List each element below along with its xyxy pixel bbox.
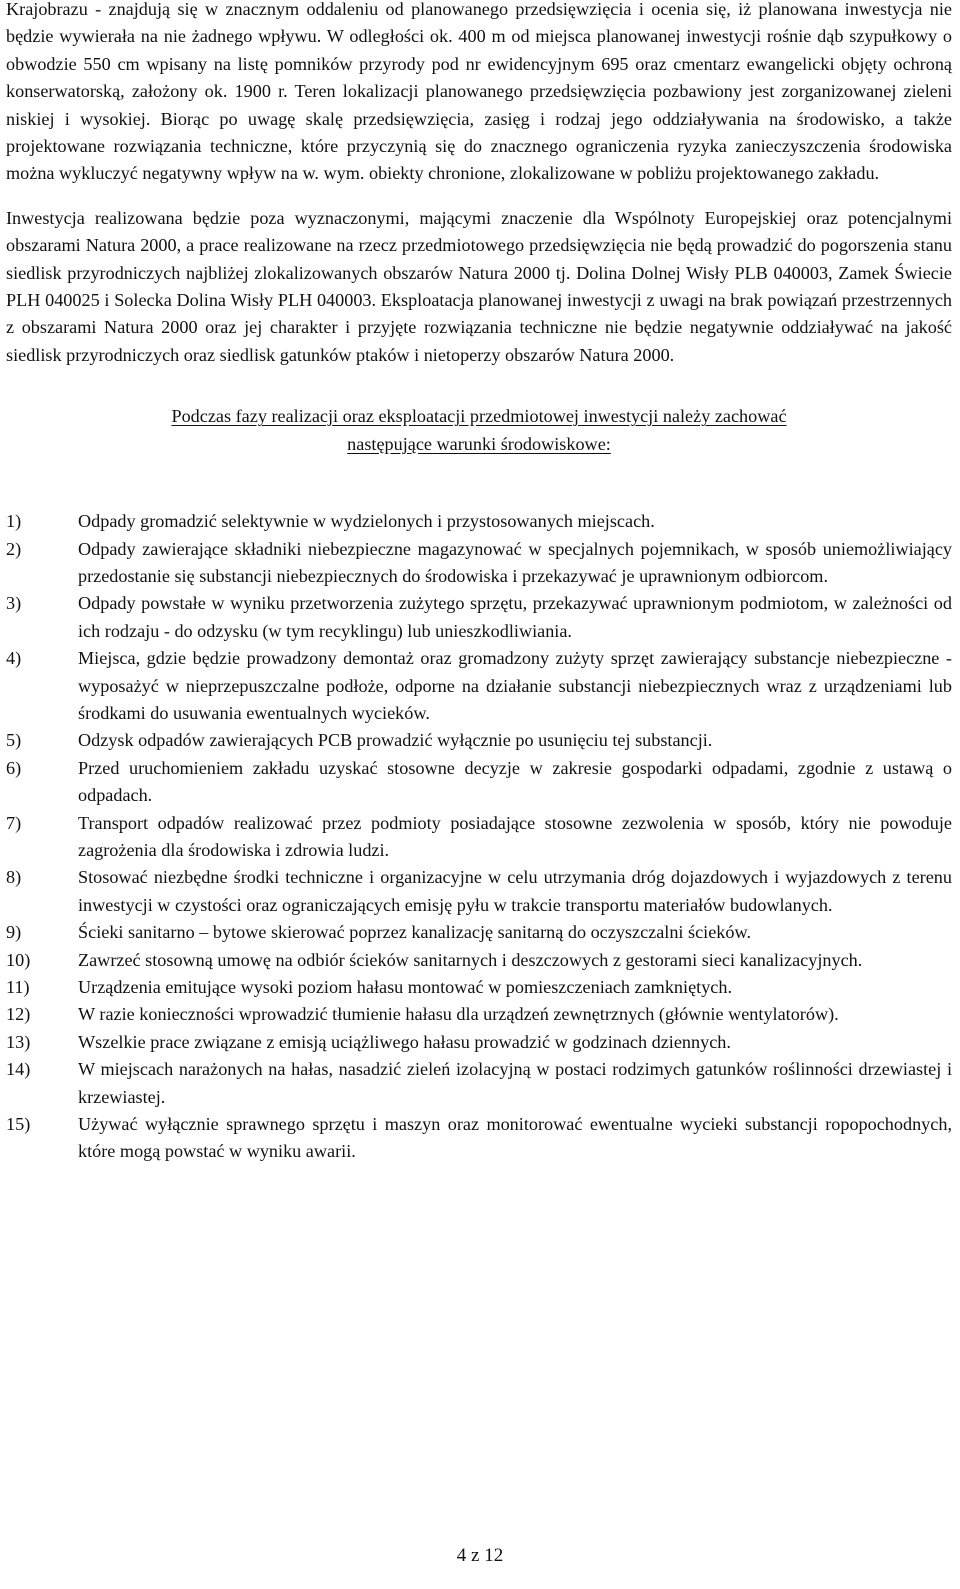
condition-number: 8) [6, 867, 22, 888]
condition-text: Odpady powstałe w wyniku przetworzenia zużytego sprzętu, przekazywać uprawnionym podmiotom, w zależności od ich rodzaju - do odzysku (w tym recyklingu) lub unieszkodliwiania. [78, 593, 952, 641]
condition-item [6, 919, 952, 946]
condition-item [6, 508, 952, 535]
condition-text: Przed uruchomieniem zakładu uzyskać stosowne decyzje w zakresie gospodarki odpadami, zgodnie z ustawą o odpadach. [78, 757, 952, 806]
condition-text: W miejscach narażonych na hałas, nasadzić zieleń izolacyjną w postaci rodzimych gatunków roślinności drzewiastej i krzewiastej. [78, 1059, 952, 1107]
conditions-list [6, 508, 952, 1166]
condition-item [6, 947, 952, 974]
page-number: 4 z 12 [456, 1545, 504, 1566]
condition-text: Stosować niezbędne środki techniczne i organizacyjne w celu utrzymania dróg dojazdowych i wyjazdowych z terenu inwestycji w czystości oraz ograniczających emisję pyłu w trakcie transportu materiałów budowlanych. [78, 867, 952, 915]
condition-item [6, 974, 952, 1001]
condition-text: Używać wyłącznie sprawnego sprzętu i maszyn oraz monitorować ewentualne wycieki substancji ropopochodnych, które mogą powstać w wyniku awarii. [78, 1114, 952, 1162]
condition-number: 15) [6, 1114, 31, 1135]
condition-number: 9) [6, 922, 22, 943]
conditions-heading-line-1: Podczas fazy realizacji oraz eksploatacji przedmiotowej inwestycji należy zachować [171, 406, 787, 427]
condition-item [6, 864, 952, 919]
condition-item [6, 1001, 952, 1028]
condition-item [6, 1111, 952, 1166]
condition-item [6, 1056, 952, 1111]
condition-text: Wszelkie prace związane z emisją uciążliwego hałasu prowadzić w godzinach dziennych. [78, 1031, 731, 1052]
condition-number: 14) [6, 1059, 31, 1080]
condition-number: 13) [6, 1031, 31, 1052]
condition-text: Odpady gromadzić selektywnie w wydzielonych i przystosowanych miejscach. [78, 511, 655, 532]
paragraph-natura-2000: Inwestycja realizowana będzie poza wyznaczonymi, mającymi znaczenie dla Wspólnoty Europejskiej oraz potencjalnymi obszarami Natura 2000, a prace realizowane na rzecz przedmiotowego przedsięwzięcia nie będą prowadzić do pogorszenia stanu siedlisk przyrodniczych najbliżej zlokalizowanych obszarów Natura 2000 tj. Dolina Dolnej Wisły PLB 040003, Zamek Świecie PLH 040025 i Solecka Dolina Wisły PLH 040003. Eksploatacja planowanej inwestycji z uwagi na brak powiązań przestrzennych z obszarami Natura 2000 oraz jej charakter i przyjęte rozwiązania techniczne nie będzie negatywnie oddziaływać na jakość siedlisk przyrodniczych oraz siedlisk gatunków ptaków i nietoperzy obszarów Natura 2000. [6, 207, 952, 365]
condition-number: 11) [6, 977, 30, 997]
condition-number: 5) [6, 730, 22, 751]
condition-number: 7) [6, 812, 22, 833]
conditions-heading [6, 403, 952, 458]
condition-number: 1) [6, 511, 22, 532]
condition-item [6, 536, 952, 591]
condition-text: Transport odpadów realizować przez podmioty posiadające stosowne zezwolenia w sposób, który nie powoduje zagrożenia dla środowiska i zdrowia ludzi. [78, 812, 952, 860]
condition-text: Ścieki sanitarno – bytowe skierować poprzez kanalizację sanitarną do oczyszczalni ścieków. [78, 922, 751, 943]
condition-item [6, 1029, 952, 1056]
condition-number: 3) [6, 593, 22, 614]
paragraph-landscape-protection: Krajobrazu - znajdują się w znacznym oddaleniu od planowanego przedsięwzięcia i ocenia się, iż planowana inwestycja nie będzie wywierała na nie żadnego wpływu. W odległości ok. 400 m od miejsca planowanej inwestycji rośnie dąb szypułkowy o obwodzie 550 cm wpisany na listę pomników przyrody pod nr ewidencyjnym 695 oraz cmentarz ewangelicki objęty ochroną konserwatorską, założony ok. 1900 r. Teren lokalizacji planowanego przedsięwzięcia pozbawiony jest zorganizowanej zieleni niskiej i wysokiej. Biorąc po uwagę skalę przedsięwzięcia, zasięg i rodzaj jego oddziaływania na środowisko, a także projektowane rozwiązania techniczne, które przyczynią się do znacznego ograniczenia ryzyka zanieczyszczenia środowiska można wykluczyć negatywny wpływ na w. wym. obiekty chronione, zlokalizowane w pobliżu projektowanego zakładu. [6, 0, 952, 184]
condition-item [6, 590, 952, 645]
condition-item [6, 645, 952, 727]
document-page [6, 0, 952, 1166]
condition-number: 2) [6, 538, 22, 559]
condition-number: 12) [6, 1004, 31, 1025]
condition-number: 10) [6, 949, 31, 970]
condition-text: Miejsca, gdzie będzie prowadzony demontaż oraz gromadzony zużyty sprzęt zawierający substancje niebezpieczne - wyposażyć w nieprzepuszczalne podłoże, odporne na działanie substancji niebezpiecznych wraz z urządzeniami lub środkami do usuwania ewentualnych wycieków. [78, 648, 952, 723]
condition-number: 4) [6, 648, 22, 669]
condition-number: 6) [6, 757, 22, 778]
condition-text: Odpady zawierające składniki niebezpieczne magazynować w specjalnych pojemnikach, w sposób uniemożliwiający przedostanie się substancji niebezpiecznych do środowiska i przekazywać je uprawnionym odbiorcom. [78, 538, 952, 586]
condition-text: Urządzenia emitujące wysoki poziom hałasu montować w pomieszczeniach zamkniętych. [78, 977, 732, 997]
condition-item [6, 810, 952, 865]
condition-text: Zawrzeć stosowną umowę na odbiór ścieków sanitarnych i deszczowych z gestorami sieci kanalizacyjnych. [78, 949, 863, 970]
condition-item [6, 755, 952, 810]
condition-text: W razie konieczności wprowadzić tłumienie hałasu dla urządzeń zewnętrznych (głównie wentylatorów). [78, 1004, 839, 1025]
conditions-heading-line-2: następujące warunki środowiskowe: [347, 433, 611, 454]
condition-item [6, 727, 952, 754]
condition-text: Odzysk odpadów zawierających PCB prowadzić wyłącznie po usunięciu tej substancji. [78, 730, 713, 751]
